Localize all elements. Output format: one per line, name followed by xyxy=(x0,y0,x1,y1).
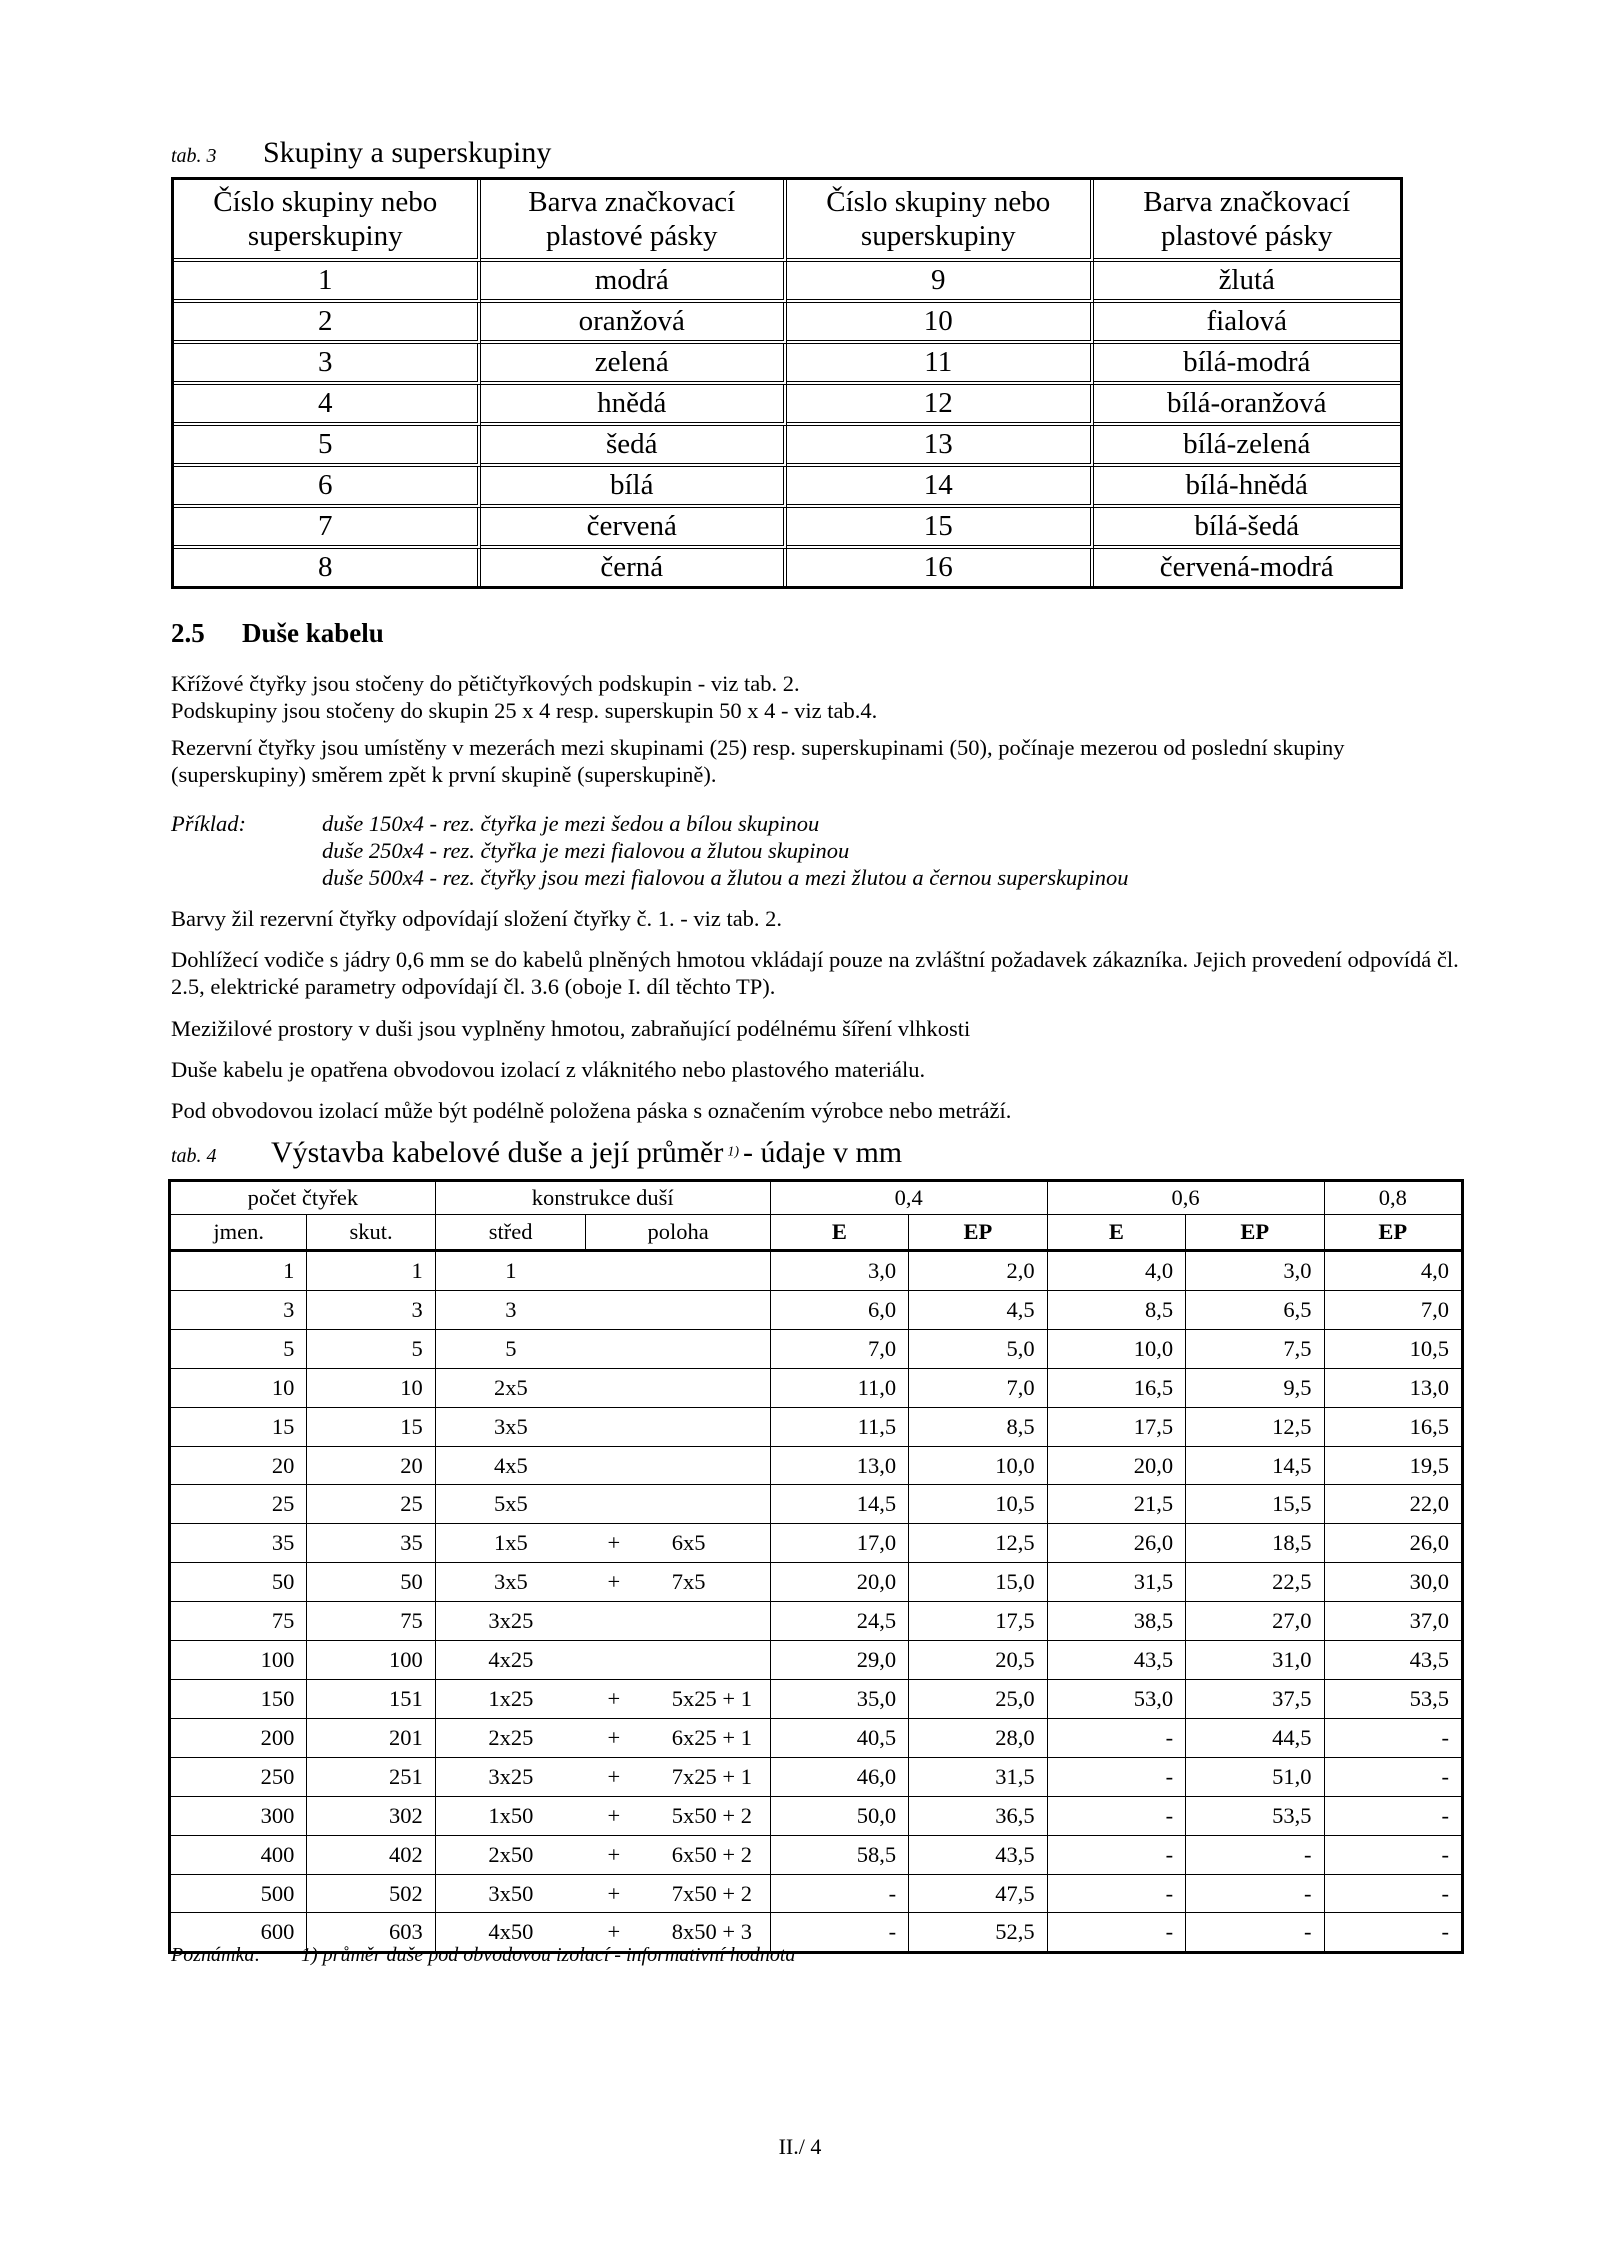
tab4-cell: 2x50 xyxy=(435,1835,586,1874)
tab4-cell: 3x50 xyxy=(435,1874,586,1913)
tab4-cell: + xyxy=(586,1563,642,1602)
tab3-cell: bílá xyxy=(481,467,788,508)
tab3-cell: 8 xyxy=(174,549,481,586)
tab4-title-tail: - údaje v mm xyxy=(743,1136,903,1169)
tab4-cell xyxy=(586,1251,642,1291)
tab4-cell: 27,0 xyxy=(1186,1602,1324,1641)
tab4-cell: 53,5 xyxy=(1324,1679,1462,1718)
tab4-cell: 15 xyxy=(170,1407,307,1446)
tab3-header-row xyxy=(174,180,1400,262)
tab4-label: tab. 4 xyxy=(171,1145,217,1167)
paragraph: Pod obvodovou izolací může být podélně položena páska s označením výrobce nebo metráží. xyxy=(171,1098,1012,1123)
tab3-table xyxy=(171,177,1403,589)
tab4-cell: 8,5 xyxy=(909,1407,1047,1446)
tab4-cell: 17,5 xyxy=(1047,1407,1185,1446)
tab4-cell: 4x50 xyxy=(435,1913,586,1953)
tab4-cell: 302 xyxy=(307,1796,435,1835)
tab4-cell: - xyxy=(1324,1835,1462,1874)
tab4-body xyxy=(170,1251,1463,1953)
tab4-cell: 4,5 xyxy=(909,1290,1047,1329)
tab4-cell xyxy=(642,1329,770,1368)
tab4-cell: 22,5 xyxy=(1186,1563,1324,1602)
tab4-cell: 1 xyxy=(170,1251,307,1291)
tab4-subheader-cell: EP xyxy=(909,1215,1047,1251)
paragraph: Dohlížecí vodiče s jádry 0,6 mm se do kabelů plněných hmotou vkládají pouze na zvláštní požadavek zákazníka. Jejich provedení odpovídá čl. 2.5, elektrické parametry odpovídají čl. 3.6 (oboje I. díl těchto TP). xyxy=(171,947,1459,999)
tab4-cell: 7x50 + 2 xyxy=(642,1874,770,1913)
example-line: duše 500x4 - rez. čtyřky jsou mezi fialovou a žlutou a mezi žlutou a černou superskupinou xyxy=(322,865,1129,890)
tab4-cell: 6x5 xyxy=(642,1524,770,1563)
tab4-cell: 47,5 xyxy=(909,1874,1047,1913)
tab4-title: Výstavba kabelové duše a její průměr xyxy=(271,1136,724,1169)
tab4-cell: 402 xyxy=(307,1835,435,1874)
tab4-cell: 200 xyxy=(170,1718,307,1757)
tab3-cell: bílá-modrá xyxy=(1094,344,1401,385)
tab3-row xyxy=(174,262,1400,303)
tab4-cell: 35 xyxy=(170,1524,307,1563)
tab4-cell xyxy=(586,1446,642,1485)
tab4-cell: 20 xyxy=(307,1446,435,1485)
tab4-cell: 13,0 xyxy=(1324,1368,1462,1407)
tab4-row xyxy=(170,1407,1463,1446)
page-number: II./ 4 xyxy=(778,2134,822,2159)
example-line: duše 150x4 - rez. čtyřka je mezi šedou a bílou skupinou xyxy=(322,811,820,836)
paragraph: Rezervní čtyřky jsou umístěny v mezerách mezi skupinami (25) resp. superskupinami (50), počínaje mezerou od poslední skupiny (superskupiny) směrem zpět k první skupině (superskupině). xyxy=(171,735,1345,787)
tab4-cell: 1 xyxy=(435,1251,586,1291)
tab4-cell: 14,5 xyxy=(1186,1446,1324,1485)
tab4-cell: 600 xyxy=(170,1913,307,1953)
tab4-cell: 10 xyxy=(307,1368,435,1407)
tab3-header-cell: Číslo skupiny nebo superskupiny xyxy=(174,180,481,262)
tab4-cell: - xyxy=(1186,1874,1324,1913)
section-number: 2.5 xyxy=(171,618,205,648)
tab4-cell: 20,0 xyxy=(1047,1446,1185,1485)
tab4-header-row xyxy=(170,1181,1463,1215)
tab4-subheader-cell: jmen. xyxy=(170,1215,307,1251)
tab4-cell: 2x5 xyxy=(435,1368,586,1407)
tab3-cell: 11 xyxy=(787,344,1094,385)
paragraph: Barvy žil rezervní čtyřky odpovídají složení čtyřky č. 1. - viz tab. 2. xyxy=(171,906,783,931)
tab4-cell: 6x25 + 1 xyxy=(642,1718,770,1757)
tab4-cell: 29,0 xyxy=(770,1641,908,1680)
tab4-cell: 24,5 xyxy=(770,1602,908,1641)
tab4-cell: - xyxy=(1047,1757,1185,1796)
tab4-cell: 51,0 xyxy=(1186,1757,1324,1796)
tab4-subheader-cell: E xyxy=(770,1215,908,1251)
tab4-subheader-cell: EP xyxy=(1324,1215,1462,1251)
tab4-row xyxy=(170,1446,1463,1485)
tab3-cell: 13 xyxy=(787,426,1094,467)
tab4-cell: - xyxy=(1324,1718,1462,1757)
tab3-cell: 2 xyxy=(174,303,481,344)
tab4-cell: 150 xyxy=(170,1679,307,1718)
tab4-cell xyxy=(642,1368,770,1407)
tab4-cell: 13,0 xyxy=(770,1446,908,1485)
tab4-cell xyxy=(642,1251,770,1291)
tab4-cell: 12,5 xyxy=(909,1524,1047,1563)
tab3-cell: bílá-hnědá xyxy=(1094,467,1401,508)
tab4-cell: 35 xyxy=(307,1524,435,1563)
tab4-cell: 10,5 xyxy=(909,1485,1047,1524)
tab4-cell: 3x25 xyxy=(435,1602,586,1641)
tab4-cell: 3 xyxy=(170,1290,307,1329)
tab4-cell: 6x50 + 2 xyxy=(642,1835,770,1874)
paragraph: Mezižilové prostory v duši jsou vyplněny hmotou, zabraňující podélnému šíření vlhkosti xyxy=(171,1016,971,1041)
tab4-cell: - xyxy=(1324,1874,1462,1913)
tab4-row xyxy=(170,1563,1463,1602)
tab3-row xyxy=(174,344,1400,385)
tab4-cell: 3x5 xyxy=(435,1563,586,1602)
tab3-cell: 4 xyxy=(174,385,481,426)
tab4-cell: 20,5 xyxy=(909,1641,1047,1680)
tab4-cell: 50 xyxy=(170,1563,307,1602)
tab4-cell: - xyxy=(1186,1913,1324,1953)
tab4-cell: 38,5 xyxy=(1047,1602,1185,1641)
tab4-header-cell: 0,8 xyxy=(1324,1181,1462,1215)
tab4-cell: 17,0 xyxy=(770,1524,908,1563)
tab4-cell: 16,5 xyxy=(1324,1407,1462,1446)
tab3-cell: 9 xyxy=(787,262,1094,303)
tab4-row xyxy=(170,1524,1463,1563)
table-note xyxy=(171,1944,795,1967)
tab4-cell: 201 xyxy=(307,1718,435,1757)
tab4-cell xyxy=(642,1641,770,1680)
tab4-cell: 5 xyxy=(170,1329,307,1368)
tab4-cell: 37,0 xyxy=(1324,1602,1462,1641)
tab4-cell: 6,0 xyxy=(770,1290,908,1329)
tab4-cell: 2x25 xyxy=(435,1718,586,1757)
tab3-title: Skupiny a superskupiny xyxy=(263,136,552,169)
tab4-cell: 26,0 xyxy=(1324,1524,1462,1563)
example-line: duše 250x4 - rez. čtyřka je mezi fialovou a žlutou skupinou xyxy=(322,838,850,863)
tab3-label: tab. 3 xyxy=(171,145,217,167)
tab4-cell: 11,0 xyxy=(770,1368,908,1407)
tab4-cell: 43,5 xyxy=(1324,1641,1462,1680)
tab4-cell: 1x25 xyxy=(435,1679,586,1718)
tab4-cell: + xyxy=(586,1796,642,1835)
tab4-cell: + xyxy=(586,1835,642,1874)
tab4-cell: 36,5 xyxy=(909,1796,1047,1835)
tab4-cell: 15,5 xyxy=(1186,1485,1324,1524)
tab4-cell: 10,5 xyxy=(1324,1329,1462,1368)
tab4-cell: 100 xyxy=(170,1641,307,1680)
tab4-cell: 20,0 xyxy=(770,1563,908,1602)
tab4-cell xyxy=(586,1641,642,1680)
tab4-cell: 25,0 xyxy=(909,1679,1047,1718)
tab4-header-cell: 0,6 xyxy=(1047,1181,1324,1215)
tab3-body xyxy=(174,262,1400,586)
tab4-row xyxy=(170,1251,1463,1291)
tab4-cell: 250 xyxy=(170,1757,307,1796)
tab4-cell: 7x25 + 1 xyxy=(642,1757,770,1796)
tab4-cell: 75 xyxy=(307,1602,435,1641)
tab4-cell: 25 xyxy=(170,1485,307,1524)
tab4-row xyxy=(170,1874,1463,1913)
tab4-cell: 8x50 + 3 xyxy=(642,1913,770,1953)
tab4-row xyxy=(170,1679,1463,1718)
tab4-header-cell: konstrukce duší xyxy=(435,1181,770,1215)
tab3-cell: 1 xyxy=(174,262,481,303)
tab4-row xyxy=(170,1757,1463,1796)
tab3-header-cell: Barva značkovací plastové pásky xyxy=(1094,180,1401,262)
tab4-cell xyxy=(642,1446,770,1485)
tab3-cell: černá xyxy=(481,549,788,586)
tab4-title-footnote: 1) xyxy=(727,1144,740,1160)
tab3-row xyxy=(174,426,1400,467)
tab4-cell: 15 xyxy=(307,1407,435,1446)
tab4-row xyxy=(170,1835,1463,1874)
tab4-cell: 7,0 xyxy=(1324,1290,1462,1329)
tab4-cell: 58,5 xyxy=(770,1835,908,1874)
tab4-cell: 3x25 xyxy=(435,1757,586,1796)
tab4-cell: - xyxy=(770,1913,908,1953)
tab3-cell: oranžová xyxy=(481,303,788,344)
tab4-subheader-cell: skut. xyxy=(307,1215,435,1251)
tab4-cell: 2,0 xyxy=(909,1251,1047,1291)
tab4-cell: 4,0 xyxy=(1324,1251,1462,1291)
tab4-cell: 100 xyxy=(307,1641,435,1680)
tab4-cell xyxy=(642,1602,770,1641)
tab4-cell: 151 xyxy=(307,1679,435,1718)
tab3-row xyxy=(174,549,1400,586)
tab4-cell: 43,5 xyxy=(909,1835,1047,1874)
tab4-cell: 500 xyxy=(170,1874,307,1913)
tab4-cell: - xyxy=(1186,1835,1324,1874)
tab4-caption xyxy=(171,1136,902,1170)
tab3-cell: šedá xyxy=(481,426,788,467)
section-heading xyxy=(171,618,384,649)
tab4-cell: 30,0 xyxy=(1324,1563,1462,1602)
tab4-cell: 20 xyxy=(170,1446,307,1485)
tab4-cell: 251 xyxy=(307,1757,435,1796)
tab4-cell: - xyxy=(1047,1874,1185,1913)
tab3-cell: 10 xyxy=(787,303,1094,344)
tab4-cell: 14,5 xyxy=(770,1485,908,1524)
tab4-cell: 17,5 xyxy=(909,1602,1047,1641)
tab4-cell: 11,5 xyxy=(770,1407,908,1446)
tab4-cell: 5x50 + 2 xyxy=(642,1796,770,1835)
tab4-cell: 19,5 xyxy=(1324,1446,1462,1485)
tab3-cell: 15 xyxy=(787,508,1094,549)
tab4-cell xyxy=(586,1602,642,1641)
tab4-row xyxy=(170,1368,1463,1407)
tab4-cell: 22,0 xyxy=(1324,1485,1462,1524)
tab3-cell: 5 xyxy=(174,426,481,467)
tab4-cell: 18,5 xyxy=(1186,1524,1324,1563)
tab4-cell: 3,0 xyxy=(1186,1251,1324,1291)
tab4-cell: - xyxy=(770,1874,908,1913)
tab4-table xyxy=(168,1179,1464,1954)
tab4-subheader-cell: E xyxy=(1047,1215,1185,1251)
tab4-cell: - xyxy=(1324,1757,1462,1796)
tab4-cell xyxy=(642,1290,770,1329)
tab4-cell: 3x5 xyxy=(435,1407,586,1446)
tab4-row xyxy=(170,1641,1463,1680)
tab4-row xyxy=(170,1602,1463,1641)
tab4-cell: 8,5 xyxy=(1047,1290,1185,1329)
tab4-subheader-cell: EP xyxy=(1186,1215,1324,1251)
tab4-cell: 5 xyxy=(435,1329,586,1368)
tab3-cell: zelená xyxy=(481,344,788,385)
tab4-cell: - xyxy=(1324,1796,1462,1835)
tab3-cell: 3 xyxy=(174,344,481,385)
tab4-cell: + xyxy=(586,1874,642,1913)
tab4-cell: 502 xyxy=(307,1874,435,1913)
tab4-cell: 16,5 xyxy=(1047,1368,1185,1407)
tab4-cell: 52,5 xyxy=(909,1913,1047,1953)
tab4-cell: 46,0 xyxy=(770,1757,908,1796)
tab3-cell: 6 xyxy=(174,467,481,508)
tab3-cell: červená xyxy=(481,508,788,549)
tab4-cell: 5,0 xyxy=(909,1329,1047,1368)
tab3-cell: modrá xyxy=(481,262,788,303)
tab4-cell: 4,0 xyxy=(1047,1251,1185,1291)
tab4-cell: + xyxy=(586,1679,642,1718)
tab4-cell: 10,0 xyxy=(1047,1329,1185,1368)
tab4-header-cell: počet čtyřek xyxy=(170,1181,436,1215)
tab4-cell: 3 xyxy=(307,1290,435,1329)
tab4-cell: 7x5 xyxy=(642,1563,770,1602)
tab4-cell: 300 xyxy=(170,1796,307,1835)
tab4-cell: 7,0 xyxy=(770,1329,908,1368)
tab4-cell: 603 xyxy=(307,1913,435,1953)
tab4-cell: - xyxy=(1324,1913,1462,1953)
tab3-row xyxy=(174,467,1400,508)
tab4-cell: 4x5 xyxy=(435,1446,586,1485)
paragraph: Podskupiny jsou stočeny do skupin 25 x 4 resp. superskupin 50 x 4 - viz tab.4. xyxy=(171,698,878,723)
tab4-cell: 3 xyxy=(435,1290,586,1329)
tab4-cell xyxy=(586,1329,642,1368)
tab4-cell: 9,5 xyxy=(1186,1368,1324,1407)
tab4-cell: 37,5 xyxy=(1186,1679,1324,1718)
tab3-cell: 14 xyxy=(787,467,1094,508)
tab4-cell: 15,0 xyxy=(909,1563,1047,1602)
paragraph: Duše kabelu je opatřena obvodovou izolací z vláknitého nebo plastového materiálu. xyxy=(171,1057,926,1082)
tab4-cell: 12,5 xyxy=(1186,1407,1324,1446)
tab4-cell: - xyxy=(1047,1913,1185,1953)
tab3-cell: 16 xyxy=(787,549,1094,586)
tab4-cell xyxy=(586,1407,642,1446)
tab4-row xyxy=(170,1329,1463,1368)
tab3-cell: 7 xyxy=(174,508,481,549)
tab4-cell: 50 xyxy=(307,1563,435,1602)
tab4-row xyxy=(170,1290,1463,1329)
tab4-cell: 400 xyxy=(170,1835,307,1874)
tab4-row xyxy=(170,1796,1463,1835)
tab4-cell: 26,0 xyxy=(1047,1524,1185,1563)
tab4-cell: 10,0 xyxy=(909,1446,1047,1485)
tab4-cell: 53,5 xyxy=(1186,1796,1324,1835)
tab4-cell: 31,5 xyxy=(1047,1563,1185,1602)
note-label: Poznámka: xyxy=(171,1944,261,1966)
tab4-cell xyxy=(586,1290,642,1329)
tab4-cell: 1 xyxy=(307,1251,435,1291)
tab4-row xyxy=(170,1718,1463,1757)
tab4-cell: 5 xyxy=(307,1329,435,1368)
tab4-cell: 50,0 xyxy=(770,1796,908,1835)
tab4-cell: 28,0 xyxy=(909,1718,1047,1757)
tab4-cell: + xyxy=(586,1913,642,1953)
tab3-header-cell: Barva značkovací plastové pásky xyxy=(481,180,788,262)
tab3-caption xyxy=(171,136,551,170)
tab4-cell: 53,0 xyxy=(1047,1679,1185,1718)
tab4-cell: 1x50 xyxy=(435,1796,586,1835)
paragraph: Křížové čtyřky jsou stočeny do pětičtyřkových podskupin - viz tab. 2. xyxy=(171,671,800,696)
tab4-cell: 40,5 xyxy=(770,1718,908,1757)
note-text: 1) průměr duše pod obvodovou izolací - informativní hodnota xyxy=(301,1944,796,1966)
tab4-header-cell: 0,4 xyxy=(770,1181,1047,1215)
tab3-row xyxy=(174,385,1400,426)
tab4-cell: 31,0 xyxy=(1186,1641,1324,1680)
tab4-subheader-row xyxy=(170,1215,1463,1251)
tab3-cell: červená-modrá xyxy=(1159,551,1334,583)
tab4-cell: 21,5 xyxy=(1047,1485,1185,1524)
tab3-cell: 12 xyxy=(787,385,1094,426)
tab4-cell: - xyxy=(1047,1718,1185,1757)
tab4-cell xyxy=(642,1407,770,1446)
tab4-cell: 10 xyxy=(170,1368,307,1407)
tab4-cell: - xyxy=(1047,1796,1185,1835)
tab4-row xyxy=(170,1485,1463,1524)
tab4-cell xyxy=(642,1485,770,1524)
tab4-cell: 5x5 xyxy=(435,1485,586,1524)
tab4-cell: 3,0 xyxy=(770,1251,908,1291)
tab4-cell: 43,5 xyxy=(1047,1641,1185,1680)
tab4-cell: 7,5 xyxy=(1186,1329,1324,1368)
tab3-cell: bílá-zelená xyxy=(1094,426,1401,467)
tab4-cell: 7,0 xyxy=(909,1368,1047,1407)
tab4-cell: 5x25 + 1 xyxy=(642,1679,770,1718)
tab3-header-cell: Číslo skupiny nebo superskupiny xyxy=(787,180,1094,262)
tab4-cell: - xyxy=(1047,1835,1185,1874)
tab3-row xyxy=(174,303,1400,344)
tab4-cell: 6,5 xyxy=(1186,1290,1324,1329)
tab4-subheader-cell: poloha xyxy=(586,1215,770,1251)
tab4-cell: + xyxy=(586,1524,642,1563)
tab4-cell: 44,5 xyxy=(1186,1718,1324,1757)
tab4-cell: + xyxy=(586,1718,642,1757)
section-title: Duše kabelu xyxy=(242,618,384,648)
tab4-cell xyxy=(586,1485,642,1524)
tab3-cell: fialová xyxy=(1094,303,1401,344)
tab3-cell: bílá-oranžová xyxy=(1094,385,1401,426)
tab4-cell: + xyxy=(586,1757,642,1796)
tab3-cell: bílá-šedá xyxy=(1094,508,1401,549)
tab4-cell: 35,0 xyxy=(770,1679,908,1718)
tab4-cell: 75 xyxy=(170,1602,307,1641)
tab4-cell: 31,5 xyxy=(909,1757,1047,1796)
tab4-cell: 25 xyxy=(307,1485,435,1524)
tab3-row xyxy=(174,508,1400,549)
tab4-cell: 1x5 xyxy=(435,1524,586,1563)
example-label: Příklad: xyxy=(171,811,246,836)
tab4-cell: 4x25 xyxy=(435,1641,586,1680)
tab3-cell: hnědá xyxy=(481,385,788,426)
tab4-subheader-cell: střed xyxy=(435,1215,586,1251)
tab4-cell xyxy=(586,1368,642,1407)
tab3-cell: žlutá xyxy=(1094,262,1401,303)
